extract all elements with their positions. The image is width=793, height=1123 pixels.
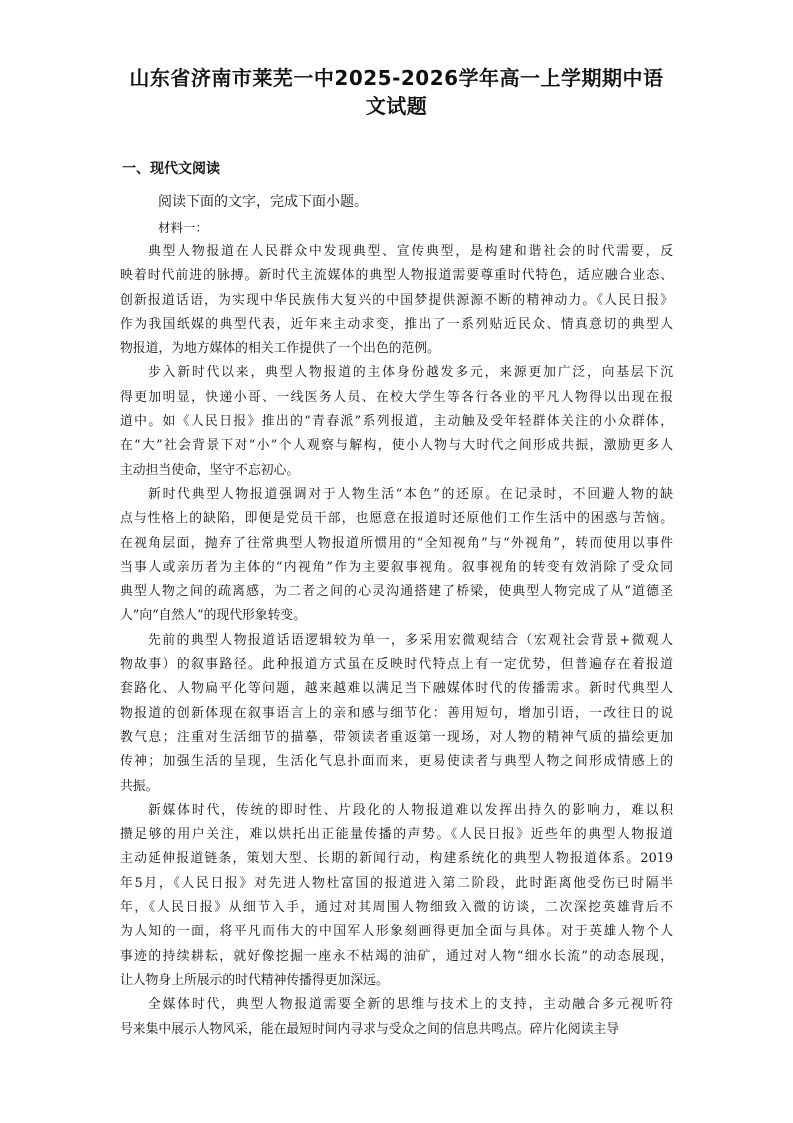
text-line: 物报道，为地方媒体的相关工作提供了一个出色的范例。 xyxy=(120,341,440,357)
text-line: 为人知的一面，将平凡而伟大的中国军人形象刻画得更加全面与具体。对于英雄人物个人 xyxy=(120,924,673,940)
text-line: 创新报道话语，为实现中华民族伟大复兴的中国梦提供源源不断的精神动力。《人民日报》 xyxy=(120,292,673,308)
paragraph xyxy=(120,799,673,993)
title-line: 文试题 xyxy=(365,94,428,118)
text-line: 在视角层面，抛弃了往常典型人物报道所惯用的“全知视角”与“外视角”，转而使用以事件 xyxy=(120,535,673,551)
material-label: 材料一： xyxy=(158,220,209,235)
text-line: 事迹的持续耕耘，就好像挖掘一座永不枯竭的油矿，通过对人物“细水长流”的动态展现， xyxy=(120,948,673,964)
text-line: 作为我国纸媒的典型代表，近年来主动求变，推出了一系列贴近民众、情真意切的典型人 xyxy=(120,316,673,332)
paragraph xyxy=(120,629,673,799)
text-line: 得更加明显，快递小哥、一线医务人员、在校大学生等各行各业的平凡人物得以出现在报 xyxy=(120,389,673,405)
paragraph xyxy=(120,993,673,1042)
text-line: 主动延伸报道链条，策划大型、长期的新闻行动，构建系统化的典型人物报道体系。2019 xyxy=(120,851,673,867)
text-line: 典型人物之间的疏离感，为二者之间的心灵沟通搭建了桥梁，使典型人物完成了从“道德圣 xyxy=(120,584,673,600)
text-line: 点与性格上的缺陷，即便是党员干部，也愿意在报道时还原他们工作生活中的困惑与苦恼。 xyxy=(120,511,673,527)
text-line: 典型人物报道在人民群众中发现典型、宣传典型，是构建和谐社会的时代需要，反 xyxy=(148,244,673,259)
text-line: 新媒体时代，传统的即时性、片段化的人物报道难以发挥出持久的影响力，难以积 xyxy=(148,802,673,818)
paragraph xyxy=(120,240,673,361)
text-line: 先前的典型人物报道话语逻辑较为单一，多采用宏微观结合（宏观社会背景+微观人 xyxy=(148,632,673,648)
text-line: 攒足够的用户关注，难以烘托出正能量传播的声势。《人民日报》近些年的典型人物报道 xyxy=(120,827,673,843)
text-line: 物故事）的叙事路径。此种报道方式虽在反映时代特点上有一定优势，但普遍存在着报道 xyxy=(120,657,673,673)
text-line: 传神；加强生活的呈现，生活化气息扑面而来，更易使读者与典型人物之间形成情感上的 xyxy=(120,754,673,770)
text-line: 步入新时代以来，典型人物报道的主体身份越发多元，来源更加广泛，向基层下沉 xyxy=(148,365,673,381)
article-body xyxy=(120,240,673,1042)
text-line: 共振。 xyxy=(120,778,159,794)
text-line: 道中。如《人民日报》推出的“青春派”系列报道，主动触及受年轻群体关注的小众群体， xyxy=(120,414,673,430)
text-line: 新时代典型人物报道强调对于人物生活“本色”的还原。在记录时，不回避人物的缺 xyxy=(148,486,673,502)
text-line: 映着时代前进的脉搏。新时代主流媒体的典型人物报道需要尊重时代特色，适应融合业态、 xyxy=(120,268,673,284)
text-line: 年，《人民日报》从细节入手，通过对其周围人物细致入微的访谈，二次深挖英雄背后不 xyxy=(120,900,673,916)
text-line: 年5月，《人民日报》对先进人物杜富国的报道进入第二阶段，此时距离他受伤已时隔半 xyxy=(120,875,673,891)
reading-instruction: 阅读下面的文字，完成下面小题。 xyxy=(158,194,368,210)
section-heading: 一、现代文阅读 xyxy=(122,161,220,177)
paragraph xyxy=(120,483,673,629)
text-line: 全媒体时代，典型人物报道需要全新的思维与技术上的支持，主动融合多元视听符 xyxy=(148,997,673,1013)
text-line: 当事人或亲历者为主体的“内视角”作为主要叙事视角。叙事视角的转变有效消除了受众同 xyxy=(120,559,673,575)
text-line: 主动担当使命，坚守不忘初心。 xyxy=(120,462,300,478)
page-title xyxy=(110,64,683,120)
text-line: 号来集中展示人物风采，能在最短时间内寻求与受众之间的信息共鸣点。碎片化阅读主导 xyxy=(120,1021,620,1037)
text-line: 教气息；注重对生活细节的描摹，带领读者重返第一现场，对人物的精神气质的描绘更加 xyxy=(120,729,673,745)
text-line: 套路化、人物扁平化等问题，越来越难以满足当下融媒体时代的传播需求。新时代典型人 xyxy=(120,681,673,697)
text-line: 让人物身上所展示的时代精神传播得更加深远。 xyxy=(120,972,389,988)
text-line: 在“大”社会背景下对“小”个人观察与解构，使小人物与大时代之间形成共振，激励更多人 xyxy=(120,438,673,454)
text-line: 物报道的创新体现在叙事语言上的亲和感与细节化：善用短句，增加引语，一改往日的说 xyxy=(120,705,673,721)
paragraph xyxy=(120,361,673,482)
title-line: 山东省济南市莱芜一中2025-2026学年高一上学期期中语 xyxy=(129,66,664,90)
text-line: 人”向“自然人”的现代形象转变。 xyxy=(120,608,306,624)
